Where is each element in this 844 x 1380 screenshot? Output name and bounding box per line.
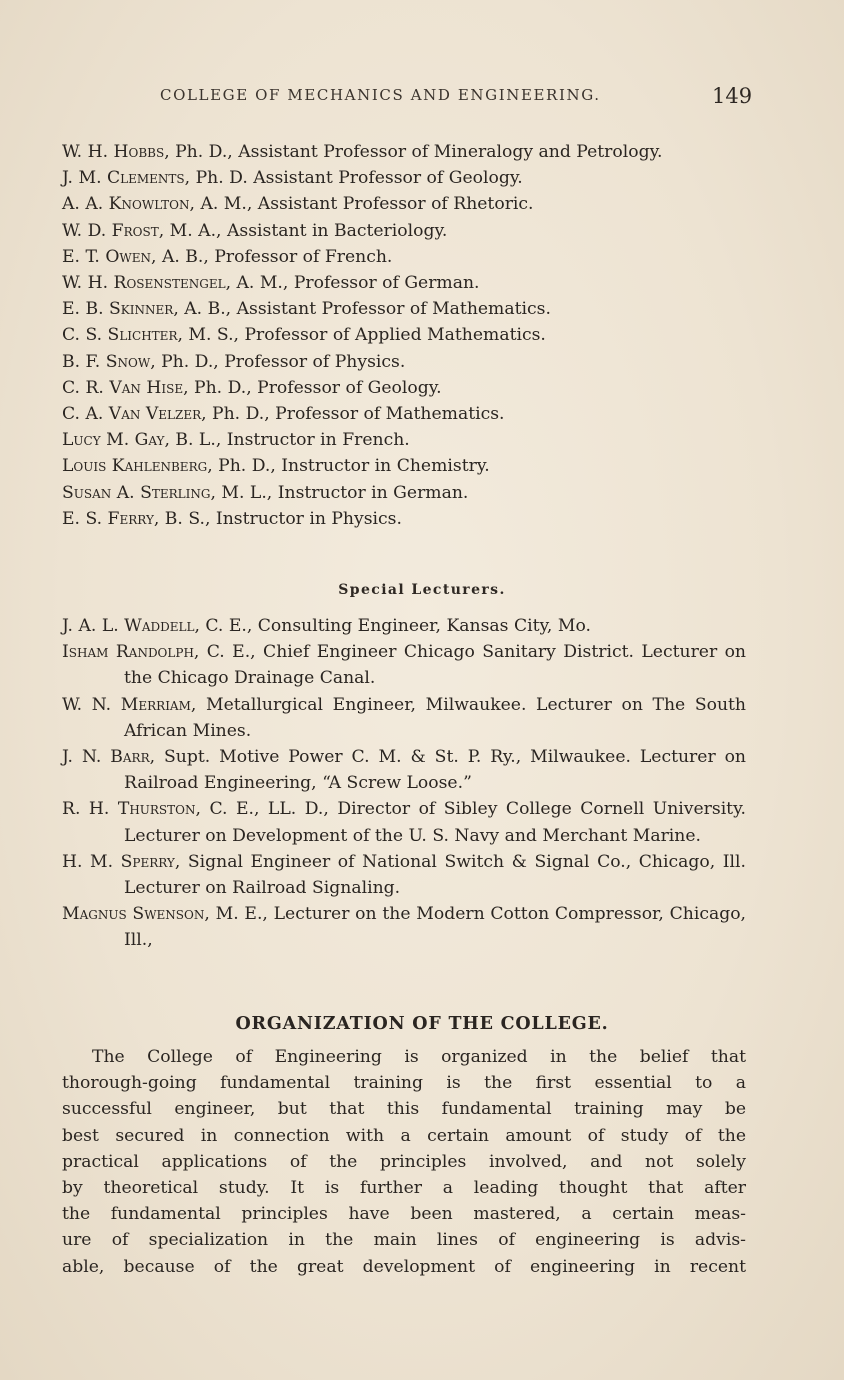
faculty-entry: J. M. Clements, Ph. D. Assistant Professor of Geology.	[62, 168, 523, 189]
paragraph-line: successful engineer, but that this fundamental training may be	[62, 1099, 746, 1120]
faculty-entry: W. D. Frost, M. A., Assistant in Bacteriology.	[62, 220, 448, 241]
paragraph-line: thorough-going fundamental training is the first essential to a	[62, 1073, 746, 1094]
lecturer-entry: W. N. Merriam, Metallurgical Engineer, Milwaukee. Lecturer on The South African Mines.	[62, 694, 746, 741]
lecturer-entry: Magnus Swenson, M. E., Lecturer on the Modern Cotton Compressor, Chicago, Ill.,	[62, 904, 747, 951]
paragraph-line: practical applications of the principles involved, and not solely	[62, 1151, 746, 1172]
paragraph-line: ure of specialization in the main lines of engineering is advis-	[62, 1230, 746, 1251]
faculty-entry: W. H. Rosenstengel, A. M., Professor of German.	[62, 273, 480, 294]
lecturer-entry: H. M. Sperry, Signal Engineer of National Switch & Signal Co., Chicago, Ill. Lecturer on Railroad Signaling.	[62, 851, 746, 899]
faculty-entry: Susan A. Sterling, M. L., Instructor in German.	[62, 482, 469, 503]
organization-heading: ORGANIZATION OF THE COLLEGE.	[235, 1014, 609, 1034]
faculty-entry: Louis Kahlenberg, Ph. D., Instructor in Chemistry.	[62, 456, 490, 477]
faculty-entry: C. A. Van Velzer, Ph. D., Professor of Mathematics.	[62, 404, 505, 425]
paragraph-line: The College of Engineering is organized in the belief that	[92, 1047, 746, 1067]
lecturer-entry: R. H. Thurston, C. E., LL. D., Director of Sibley College Cornell University. Lecturer on Development of the U. S. Navy and Merchant Marine.	[62, 799, 746, 846]
faculty-list	[62, 139, 746, 532]
faculty-entry: A. A. Knowlton, A. M., Assistant Professor of Rhetoric.	[62, 194, 534, 215]
paragraph-line: able, because of the great development of engineering in recent	[62, 1256, 746, 1277]
organization-paragraph	[62, 1044, 746, 1280]
lecturer-entry: J. A. L. Waddell, C. E., Consulting Engineer, Kansas City, Mo.	[62, 616, 591, 636]
paragraph-line: best secured in connection with a certain amount of study of the	[62, 1125, 746, 1146]
running-head: COLLEGE OF MECHANICS AND ENGINEERING.	[160, 86, 601, 104]
special-lecturers-heading: Special Lecturers.	[338, 582, 506, 598]
faculty-entry: W. H. Hobbs, Ph. D., Assistant Professor of Mineralogy and Petrology.	[62, 142, 663, 162]
faculty-entry: C. R. Van Hise, Ph. D., Professor of Geology.	[62, 377, 442, 398]
faculty-entry: Lucy M. Gay, B. L., Instructor in French.	[62, 430, 410, 451]
lecturers-list	[62, 613, 746, 954]
paragraph-line: the fundamental principles have been mastered, a certain meas-	[62, 1204, 746, 1225]
faculty-entry: C. S. Slichter, M. S., Professor of Applied Mathematics.	[62, 325, 546, 346]
faculty-entry: E. B. Skinner, A. B., Assistant Professor of Mathematics.	[62, 299, 551, 320]
lecturer-entry: J. N. Barr, Supt. Motive Power C. M. & St. P. Ry., Milwaukee. Lecturer on Railroad Engineering, “A Screw Loose.”	[62, 747, 746, 794]
page-number: 149	[712, 84, 753, 108]
faculty-entry: E. T. Owen, A. B., Professor of French.	[62, 246, 393, 267]
faculty-entry: E. S. Ferry, B. S., Instructor in Physics.	[62, 508, 402, 529]
faculty-entry: B. F. Snow, Ph. D., Professor of Physics.	[62, 351, 406, 372]
lecturer-entry: Isham Randolph, C. E., Chief Engineer Chicago Sanitary District. Lecturer on the Chicago Drainage Canal.	[62, 642, 746, 689]
paragraph-line: by theoretical study. It is further a leading thought that after	[62, 1178, 746, 1199]
